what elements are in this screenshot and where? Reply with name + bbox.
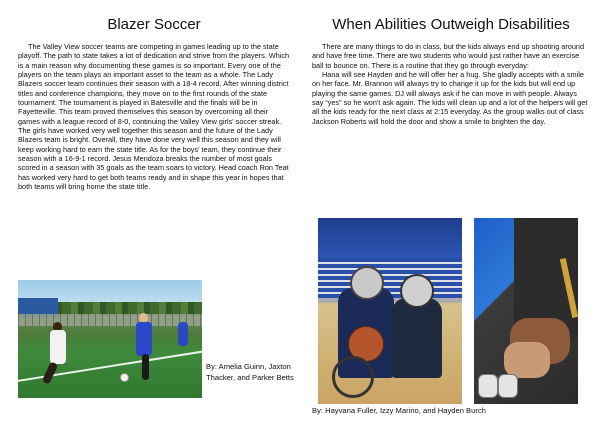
- soccer-article-paragraph: The Valley View soccer teams are competing in games leading up to the state playoff. The path to state takes a lot of dedication and strive from the players. Which is a main reason why documenting these games is so important. Every one of the players on the team plays an important asset to the team as a whole. The Lady Blazers soccer team continues their season with a 18-4 record. After winning district titles and conference champions, they move on to the first rounds of the state tournament. The tournament is played in Batesville and the finals will be in Fayetteville. This team proved themselves this season by overcoming all their games with a league record of 8-0, continuing the Valley View girls' soccer streak. The girls have worked very well together this season and the future of the Lady Blazers team is bright. Overall, they have done very well this season and they will keep working hard to earn the state title. As for the boys' team, they continue their season with a 16-9-1 record. Jesus Mendoza breaks the number of most goals scored in a season with 35 goals as the team soars to victory. Head coach Ron Teat has worked very hard to get both teams ready and in shape this year in hopes that both teams will bring home the state title.: [18, 42, 290, 192]
- soccer-game-photo: [18, 280, 202, 398]
- basketball-gym-photo: [318, 218, 462, 404]
- abilities-paragraph-1: There are many things to do in class, but the kids always end up shooting around and have free time. There are two students who would just rather have an exercise ball to bounce on. There is a routine that they go through everyday:: [312, 42, 585, 70]
- holding-hands-photo: [474, 218, 578, 404]
- abilities-article: [312, 0, 590, 126]
- abilities-article-body: [312, 42, 590, 126]
- abilities-article-title: When Abilities Outweigh Disabilities: [332, 16, 570, 33]
- soccer-article-title: Blazer Soccer: [107, 16, 201, 33]
- soccer-article: [18, 0, 290, 192]
- soccer-byline: By: Amelia Guinn, Jaxton Thacker, and Parker Betts: [206, 362, 294, 382]
- abilities-byline: By: Hayvana Fuller, Izzy Marino, and Hayden Burch: [312, 406, 486, 415]
- abilities-paragraph-2: Hana will see Hayden and he will offer her a hug. She gladly accepts with a smile on her face. Mr. Brannon will always try to change it up for the kids but will end up playing the same games. DJ will always ask if he can move in with people. Always say “yes” so he won't ask again. The kids will clean up and a lot of the helpers will get all the kids ready for the next class at 2:15 everyday. As the group walks out of class Jackson Roberts will hold the door and show a smile to brighten the day.: [312, 70, 588, 126]
- soccer-article-body: [18, 42, 290, 192]
